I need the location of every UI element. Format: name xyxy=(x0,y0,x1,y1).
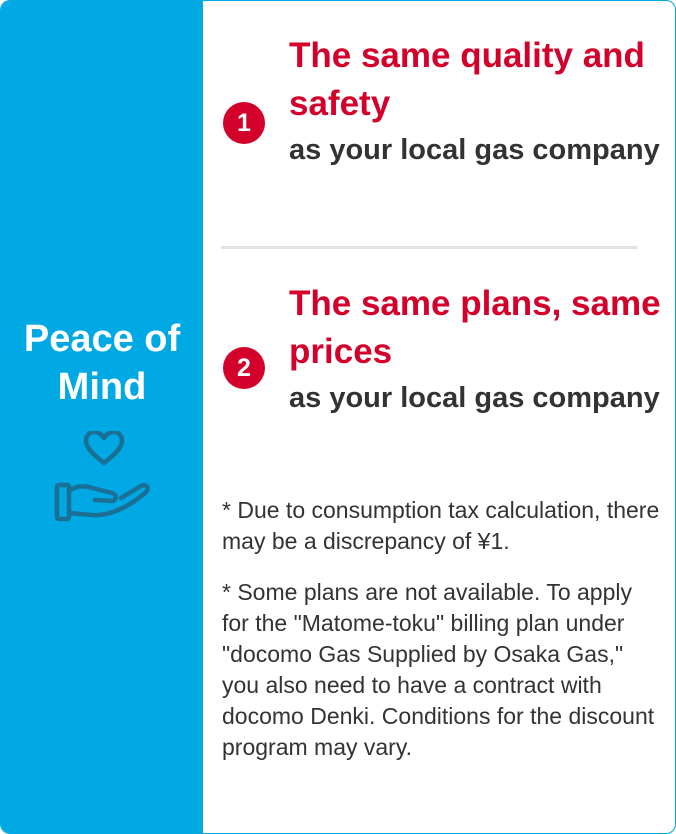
feature-text xyxy=(289,280,669,418)
note-plan-availability: * Some plans are not available. To apply for the "Matome-toku" billing plan under "docomo Gas Supplied by Osaka Gas," you also need to have a contract with docomo Denki. Conditions for the discount program may vary. xyxy=(222,579,655,760)
feature-number-badge: 1 xyxy=(223,102,265,144)
main-content xyxy=(203,1,675,833)
feature-text xyxy=(289,32,669,170)
feature-headline: The same quality and safety xyxy=(289,36,645,123)
feature-headline: The same plans, same prices xyxy=(289,284,661,371)
feature-subline: as your local gas company xyxy=(289,134,660,166)
feature-subline: as your local gas company xyxy=(289,382,660,414)
note-tax-discrepancy: * Due to consumption tax calculation, there may be a discrepancy of ¥1. xyxy=(222,497,660,554)
feature-number-badge: 2 xyxy=(223,347,265,389)
sidebar-title: Peace of Mind xyxy=(23,318,181,408)
heart-in-hand-icon xyxy=(54,431,152,523)
sidebar-panel xyxy=(1,1,203,833)
divider xyxy=(221,246,637,249)
